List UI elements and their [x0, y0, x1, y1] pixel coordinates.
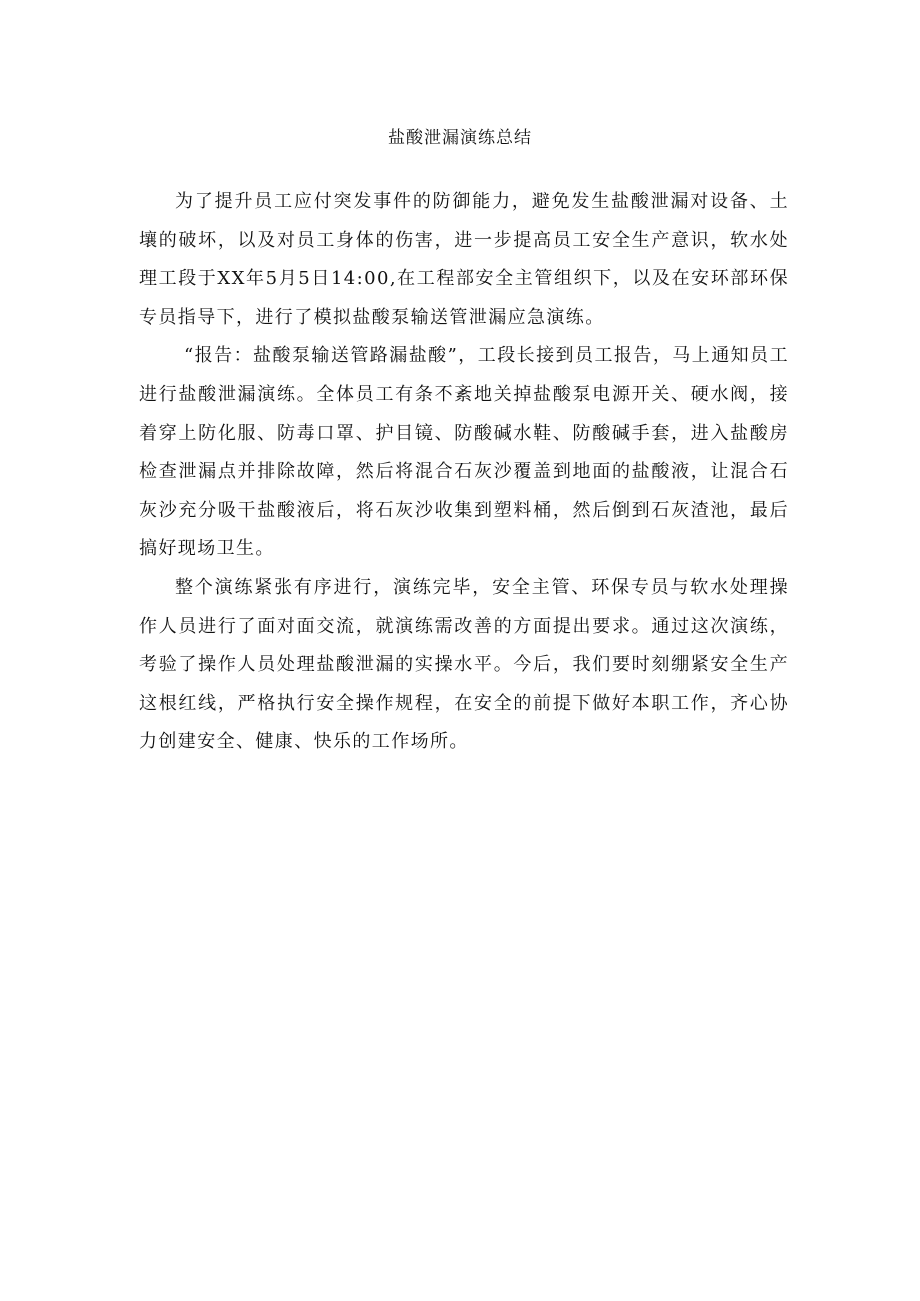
document-title: 盐酸泄漏演练总结 — [388, 128, 532, 148]
document-body — [139, 183, 789, 762]
paragraph-conclusion: 整个演练紧张有序进行，演练完毕，安全主管、环保专员与软水处理操作人员进行了面对面交流，就演练需改善的方面提出要求。通过这次演练，考验了操作人员处理盐酸泄漏的实操水平。今后，我们要时刻绷紧安全生产这根红线，严格执行安全操作规程，在安全的前提下做好本职工作，齐心协力创建安全、健康、快乐的工作场所。 — [139, 576, 789, 753]
paragraph-drill-process: “报告：盐酸泵输送管路漏盐酸”，工段长接到员工报告，马上通知员工进行盐酸泄漏演练。全体员工有条不紊地关掉盐酸泵电源开关、硬水阀，接着穿上防化服、防毒口罩、护目镜、防酸碱水鞋、防酸碱手套，进入盐酸房检查泄漏点并排除故障，然后将混合石灰沙覆盖到地面的盐酸液，让混合石灰沙充分吸干盐酸液后，将石灰沙收集到塑料桶，然后倒到石灰渣池，最后搞好现场卫生。 — [139, 345, 789, 560]
paragraph-intro: 为了提升员工应付突发事件的防御能力，避免发生盐酸泄漏对设备、土壤的破坏，以及对员工身体的伤害，进一步提高员工安全生产意识，软水处理工段于XX年5月5日14:00,在工程部安全主管组织下，以及在安环部环保专员指导下，进行了模拟盐酸泵输送管泄漏应急演练。 — [139, 191, 789, 328]
